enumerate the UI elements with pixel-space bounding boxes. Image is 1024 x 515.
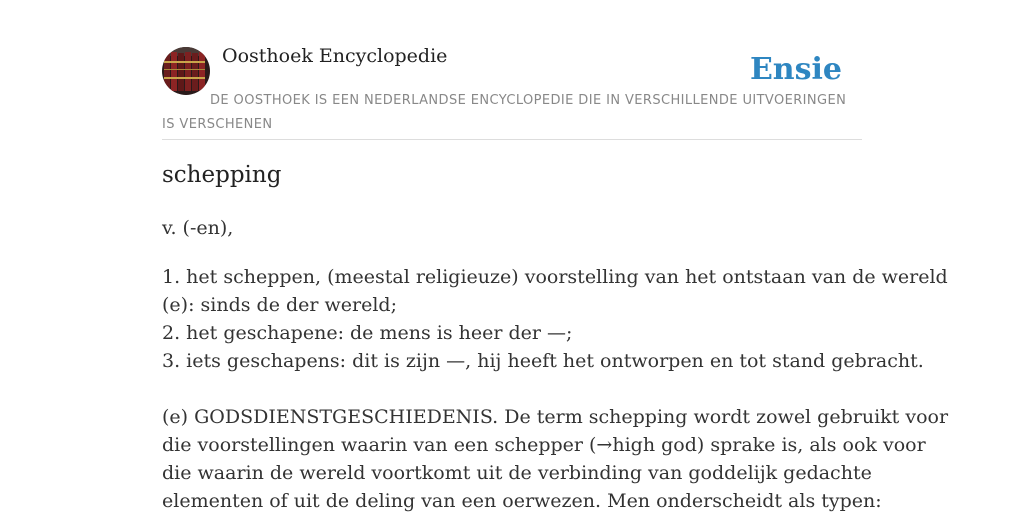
body-line: die waarin de wereld voortkomt uit de verbinding van goddelijk gedachte bbox=[162, 462, 872, 484]
site-tagline: DE OOSTHOEK IS EEN NEDERLANDSE ENCYCLOPEDIE DIE IN VERSCHILLENDE UITVOERINGEN IS VERSCHENEN bbox=[162, 93, 847, 132]
entry-definitions bbox=[162, 263, 948, 375]
definition-line: 1. het scheppen, (meestal religieuze) voorstelling van het ontstaan van de wereld bbox=[162, 266, 948, 288]
definition-line: 2. het geschapene: de mens is heer der —; bbox=[162, 322, 573, 344]
header-divider bbox=[162, 139, 862, 140]
entry-body-paragraph bbox=[162, 403, 949, 515]
site-title[interactable]: Oosthoek Encyclopedie bbox=[222, 45, 448, 67]
entry-grammar: v. (-en), bbox=[162, 217, 234, 239]
body-line: die voorstellingen waarin van een schepper (→high god) sprake is, als ook voor bbox=[162, 434, 926, 456]
body-line: elementen of uit de deling van een oerwezen. Men onderscheidt als typen: bbox=[162, 490, 882, 512]
brand-logo[interactable]: Ensie bbox=[749, 52, 842, 87]
body-line: (e) GODSDIENSTGESCHIEDENIS. De term schepping wordt zowel gebruikt voor bbox=[162, 406, 949, 428]
encyclopedia-books-avatar-icon[interactable] bbox=[162, 47, 210, 95]
definition-line: 3. iets geschapens: dit is zijn —, hij heeft het ontworpen en tot stand gebracht. bbox=[162, 350, 924, 372]
entry-headword: schepping bbox=[162, 162, 282, 188]
definition-line: (e): sinds de der wereld; bbox=[162, 294, 397, 316]
